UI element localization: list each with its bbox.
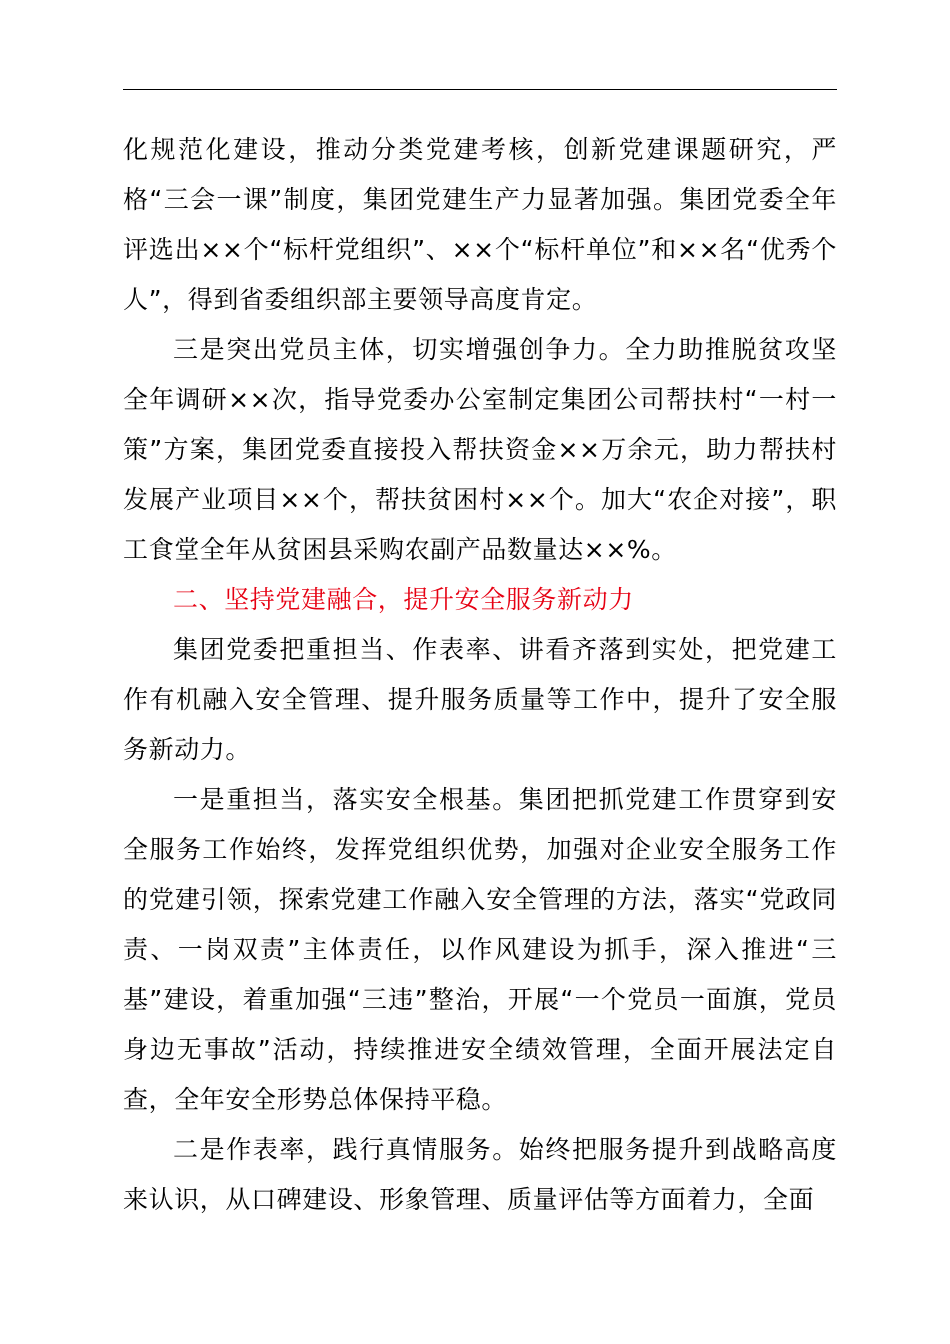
document-body xyxy=(123,125,837,1225)
paragraph-continuation: 化规范化建设，推动分类党建考核，创新党建课题研究，严格“三会一课”制度，集团党建生产力显著加强。集团党委全年评选出××个“标杆党组织”、××个“标杆单位”和××名“优秀个人”，得到省委组织部主要领导高度肯定。 xyxy=(123,135,837,314)
header-rule xyxy=(123,89,837,90)
section-heading-two: 二、坚持党建融合，提升安全服务新动力 xyxy=(173,585,634,614)
paragraph-section-intro: 集团党委把重担当、作表率、讲看齐落到实处，把党建工作有机融入安全管理、提升服务质量等工作中，提升了安全服务新动力。 xyxy=(123,635,837,764)
paragraph-point-two: 二是作表率，践行真情服务。始终把服务提升到战略高度来认识，从口碑建设、形象管理、质量评估等方面着力，全面 xyxy=(123,1135,837,1214)
paragraph-point-three: 三是突出党员主体，切实增强创争力。全力助推脱贫攻坚全年调研××次，指导党委办公室制定集团公司帮扶村“一村一策”方案，集团党委直接投入帮扶资金××万余元，助力帮扶村发展产业项目××个，帮扶贫困村××个。加大“农企对接”，职工食堂全年从贫困县采购农副产品数量达××%。 xyxy=(123,335,837,564)
paragraph-point-one: 一是重担当，落实安全根基。集团把抓党建工作贯穿到安全服务工作始终，发挥党组织优势，加强对企业安全服务工作的党建引领，探索党建工作融入安全管理的方法，落实“党政同责、一岗双责”主体责任，以作风建设为抓手，深入推进“三基”建设，着重加强“三违”整治，开展“一个党员一面旗，党员身边无事故”活动，持续推进安全绩效管理，全面开展法定自查，全年安全形势总体保持平稳。 xyxy=(123,785,837,1114)
